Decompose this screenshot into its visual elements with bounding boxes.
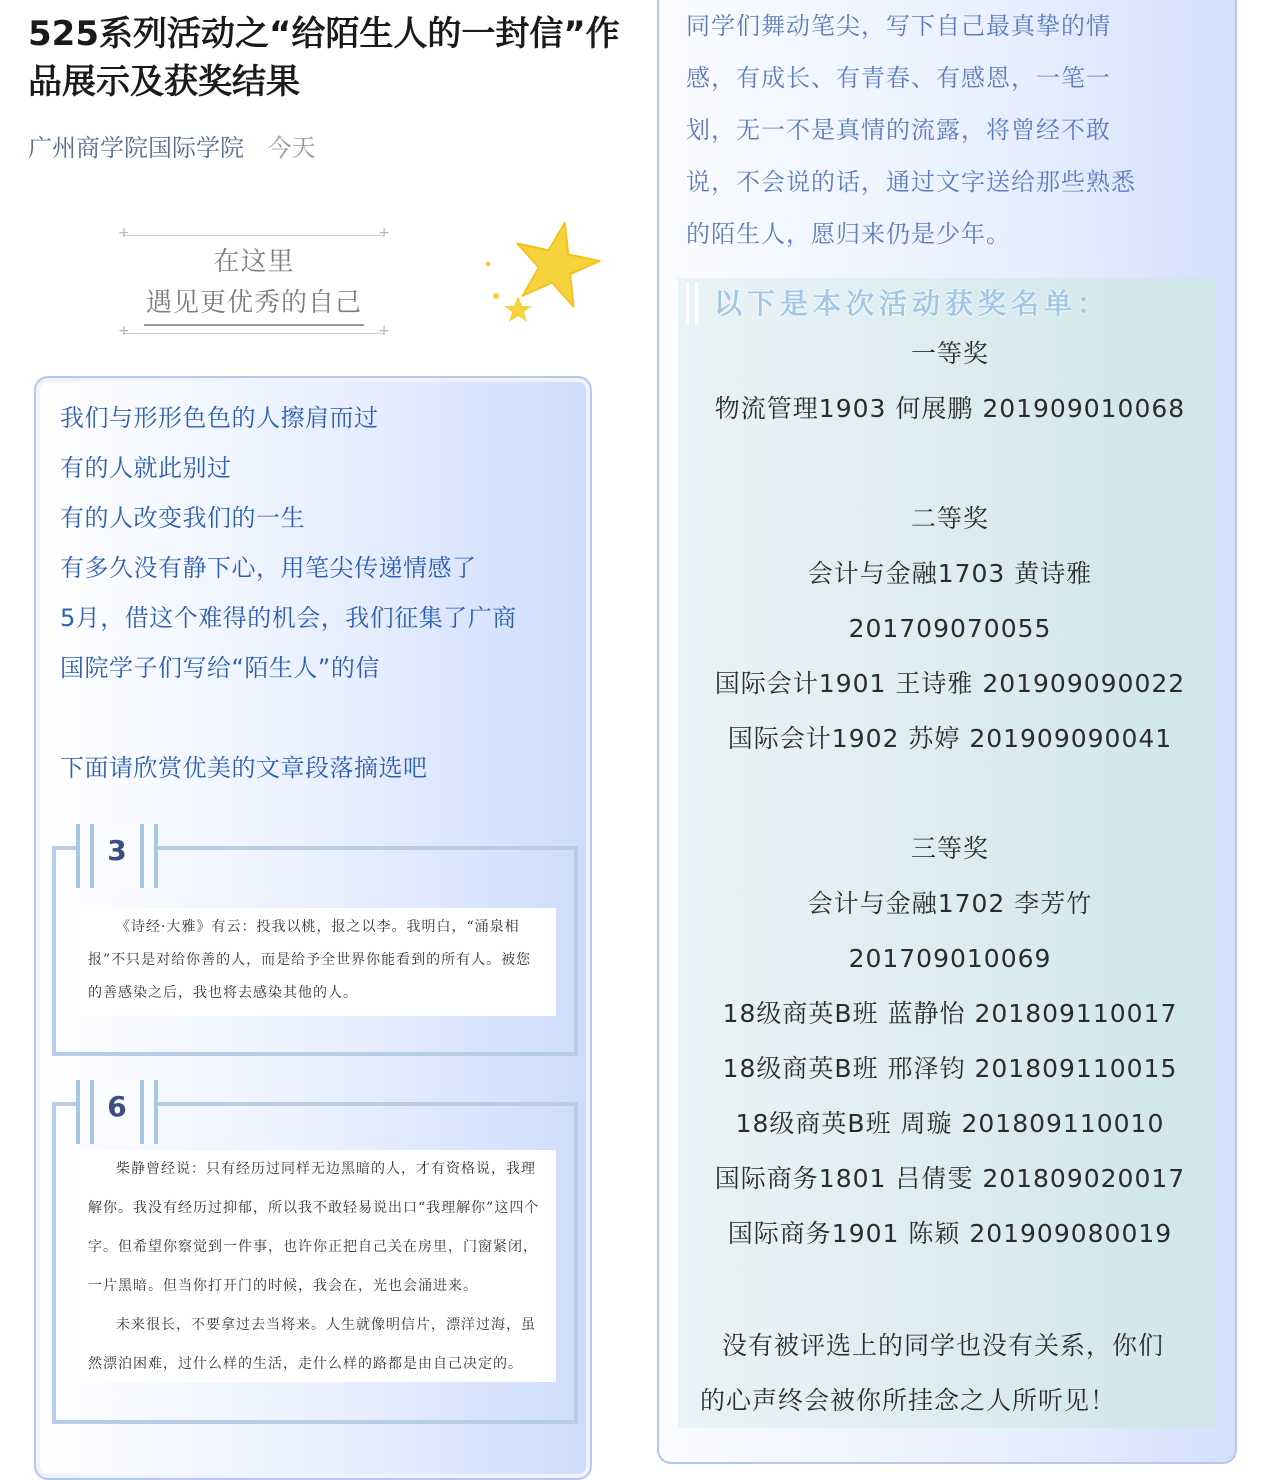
summary-line: 的陌生人，愿归来仍是少年。	[686, 220, 1011, 248]
intro-line: 5月，借这个难得的机会，我们征集了广商	[60, 604, 517, 632]
summary-line: 划，无一不是真情的流露，将曾经不敢	[686, 116, 1111, 144]
excerpt-paragraph: 未来很长，不要拿过去当将来。人生就像明信片，漂洋过海，虽然漂泊困难，过什么样的生活，走什么样的路都是由自己决定的。	[88, 1317, 536, 1372]
star-icon	[478, 214, 608, 330]
closing-line: 的心声终会被你所挂念之人所听见！	[700, 1386, 1117, 1415]
summary-line: 感，有成长、有青春、有感恩，一笔一	[686, 64, 1111, 92]
intro-line: 有多久没有静下心，用笔尖传递情感了	[60, 554, 477, 582]
excerpt-number: 6	[107, 1090, 127, 1123]
summary-line: 说，不会说的话，通过文字送给那些熟悉	[686, 168, 1136, 196]
intro-text	[60, 393, 580, 793]
sparkle-dot	[568, 294, 573, 299]
winner-row: 18级商英B班 蓝静怡 201809110017	[722, 999, 1178, 1028]
slogan-top-rule: + +	[118, 225, 390, 241]
winner-row: 会计与金融1703 黄诗雅	[807, 559, 1093, 588]
summary-line: 同学们舞动笔尖，写下自己最真挚的情	[686, 12, 1111, 40]
closing-note	[700, 1318, 1210, 1428]
intro-line: 我们与形形色色的人擦肩而过	[60, 404, 379, 432]
closing-line: 没有被评选上的同学也没有关系，你们	[722, 1331, 1165, 1360]
winner-row: 18级商英B班 邢泽钧 201809110015	[722, 1054, 1178, 1083]
sparkle-dot	[486, 262, 491, 267]
excerpt-card	[52, 834, 578, 1056]
sparkle-dot	[493, 293, 499, 299]
excerpt-paragraph: 《诗经·大雅》有云：投我以桃，报之以李。我明白，“涌泉相报”不只是对给你善的人，而是给予全世界你能看到的所有人。被您的善感染之后，我也将去感染其他的人。	[88, 919, 532, 1001]
article-meta	[28, 132, 316, 164]
winner-row: 国际商务1901 陈颖 201909080019	[727, 1219, 1173, 1248]
winner-row: 201709010069	[848, 944, 1052, 973]
account-name-link[interactable]: 广州商学院国际学院	[28, 134, 244, 162]
winner-row: 国际会计1902 苏婷 201909090041	[727, 724, 1173, 753]
second-prize-title: 二等奖	[910, 504, 989, 533]
intro-line: 国院学子们写给“陌生人”的信	[60, 654, 380, 682]
excerpt-card	[52, 1090, 578, 1424]
article-title: 525系列活动之“给陌生人的一封信”作品展示及获奖结果	[28, 14, 620, 102]
excerpt-paragraph: 柴静曾经说：只有经历过同样无边黑暗的人，才有资格说，我理解你。我没有经历过抑郁，所以我不敢轻易说出口“我理解你”这四个字。但希望你察觉到一件事，也许你正把自己关在房里，门窗紧闭，一片黑暗。但当你打开门的时候，我会在，光也会涌进来。	[88, 1161, 540, 1294]
slogan-line-2: 遇见更优秀的自己	[144, 283, 364, 326]
excerpt-number-tab	[76, 824, 158, 888]
excerpt-number-tab	[76, 1080, 158, 1144]
winner-row: 201709070055	[848, 614, 1052, 643]
awards-heading-text: 以下是本次活动获奖名单：	[714, 287, 1111, 320]
summary-text	[686, 0, 1206, 260]
excerpt-number: 3	[107, 834, 127, 867]
winner-row: 国际会计1901 王诗雅 201909090022	[714, 669, 1186, 698]
winner-row: 物流管理1903 何展鹏 201909010068	[714, 394, 1186, 423]
winner-row: 18级商英B班 周璇 201809110010	[735, 1109, 1165, 1138]
intro-line: 有的人就此别过	[60, 454, 232, 482]
excerpt-image	[74, 908, 556, 1016]
intro-line: 有的人改变我们的一生	[60, 504, 305, 532]
first-prize-title: 一等奖	[910, 339, 989, 368]
slogan-block	[118, 225, 390, 340]
slogan-line-1: 在这里	[213, 247, 295, 277]
winner-row: 会计与金融1702 李芳竹	[807, 889, 1093, 918]
slogan-bottom-rule: + +	[118, 323, 390, 339]
third-prize-title: 三等奖	[910, 834, 989, 863]
award-list	[690, 326, 1210, 1261]
excerpt-image	[74, 1150, 556, 1382]
winner-row: 国际商务1801 吕倩雯 201809020017	[714, 1164, 1186, 1193]
publish-date: 今天	[267, 134, 316, 162]
small-star-icon	[504, 296, 532, 322]
big-star-icon	[507, 214, 606, 310]
intro-prompt: 下面请欣赏优美的文章段落摘选吧	[60, 754, 428, 782]
